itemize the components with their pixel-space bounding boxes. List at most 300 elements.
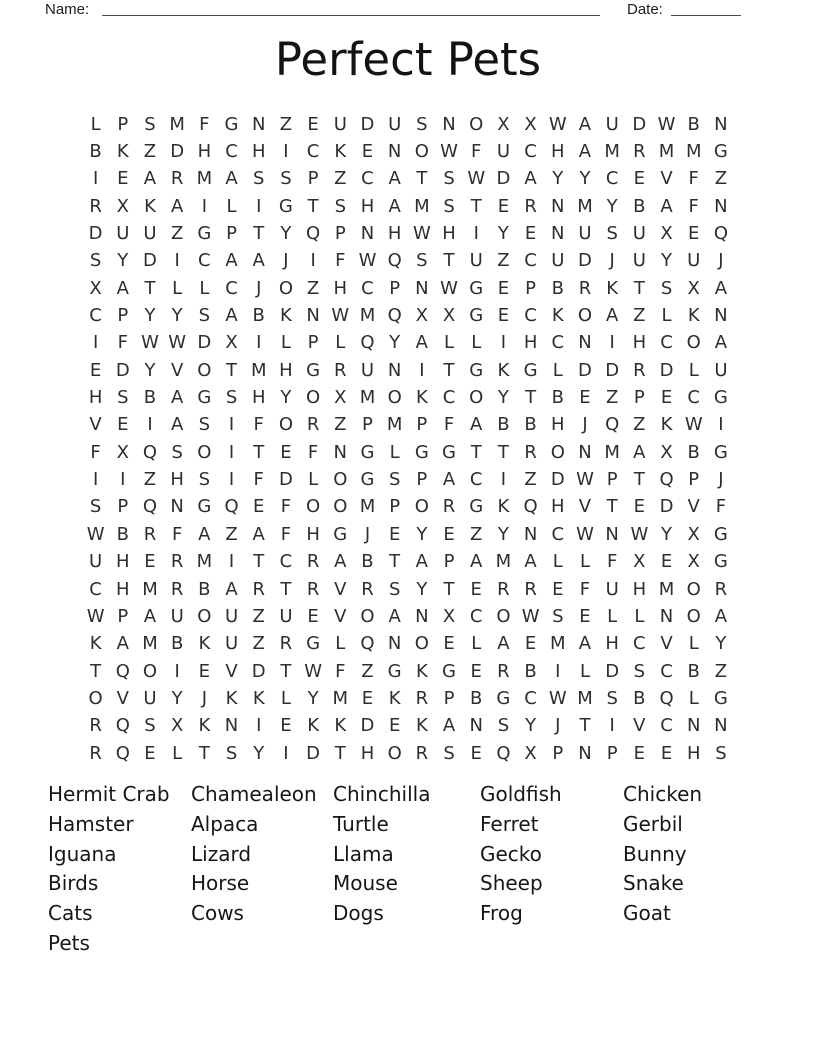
grid-letter: B — [633, 687, 646, 709]
grid-letter: L — [688, 687, 699, 709]
grid-letter: N — [523, 523, 538, 545]
grid-letter: H — [442, 223, 456, 245]
grid-letter: E — [497, 195, 510, 217]
grid-letter: N — [306, 305, 320, 327]
grid-letter: Y — [661, 523, 673, 545]
grid-letter: K — [198, 715, 211, 737]
grid-letter: N — [360, 223, 375, 245]
grid-letter: A — [442, 715, 456, 737]
grid-letter: Z — [334, 414, 347, 436]
grid-letter: N — [605, 523, 619, 545]
grid-letter: S — [606, 687, 618, 709]
grid-letter: Z — [633, 414, 646, 436]
grid-letter: E — [470, 578, 482, 600]
grid-letter: R — [633, 141, 646, 163]
grid-letter: J — [718, 469, 724, 491]
grid-letter: T — [280, 578, 292, 600]
grid-letter: R — [89, 195, 102, 217]
grid-letter: U — [89, 551, 103, 573]
grid-letter: E — [579, 387, 591, 409]
grid-letter: D — [578, 359, 592, 381]
grid-letter: R — [361, 578, 374, 600]
word-list-item: Pets — [48, 930, 90, 955]
name-label: Name: — [45, 1, 90, 18]
grid-letter: B — [524, 414, 537, 436]
grid-letter: W — [521, 605, 540, 627]
grid-letter: H — [632, 578, 647, 600]
grid-letter: V — [687, 496, 700, 518]
grid-letter: O — [469, 113, 484, 135]
grid-letter: H — [88, 387, 103, 409]
grid-letter: L — [308, 469, 319, 491]
grid-letter: I — [120, 469, 126, 491]
grid-letter: P — [688, 469, 700, 491]
grid-letter: H — [387, 223, 402, 245]
grid-letter: Y — [497, 223, 509, 245]
grid-letter: D — [605, 660, 620, 682]
grid-letter: R — [306, 578, 320, 600]
grid-letter: P — [117, 496, 129, 518]
grid-letter: T — [470, 195, 482, 217]
grid-letter: O — [387, 742, 402, 764]
grid-letter: A — [524, 168, 537, 190]
grid-letter: F — [307, 441, 319, 463]
grid-letter: O — [306, 496, 321, 518]
grid-letter: G — [713, 523, 728, 545]
grid-letter: N — [551, 195, 565, 217]
grid-letter: Y — [280, 223, 292, 245]
grid-letter: S — [198, 305, 211, 327]
grid-letter: T — [334, 742, 346, 764]
grid-letter: Z — [470, 523, 483, 545]
grid-letter: P — [117, 305, 129, 327]
grid-letter: A — [252, 250, 265, 272]
grid-letter: O — [333, 496, 348, 518]
grid-letter: A — [225, 250, 238, 272]
grid-letter: R — [714, 578, 728, 600]
grid-letter: N — [387, 633, 402, 655]
grid-letter: U — [469, 250, 483, 272]
grid-letter: D — [88, 223, 103, 245]
grid-letter: L — [634, 605, 645, 627]
grid-letter: D — [306, 742, 321, 764]
grid-letter: E — [443, 523, 455, 545]
grid-letter: N — [714, 113, 728, 135]
grid-letter: R — [306, 414, 320, 436]
grid-letter: H — [632, 332, 647, 354]
grid-letter: K — [252, 687, 265, 709]
grid-letter: K — [198, 633, 211, 655]
grid-letter: Z — [361, 660, 374, 682]
grid-letter: Y — [497, 523, 509, 545]
grid-letter: G — [278, 195, 293, 217]
word-list-item: Lizard — [191, 841, 252, 866]
grid-letter: Y — [497, 387, 509, 409]
grid-letter: S — [334, 195, 346, 217]
grid-letter: S — [606, 223, 618, 245]
grid-letter: O — [496, 605, 511, 627]
grid-letter: U — [714, 359, 728, 381]
grid-letter: M — [604, 441, 620, 463]
grid-letter: H — [333, 277, 348, 299]
grid-letter: F — [280, 496, 292, 518]
grid-letter: L — [172, 742, 183, 764]
grid-letter: R — [524, 578, 537, 600]
grid-letter: U — [605, 578, 619, 600]
grid-letter: E — [280, 441, 292, 463]
grid-letter: C — [198, 250, 211, 272]
grid-letter: A — [470, 414, 483, 436]
grid-letter: O — [387, 387, 402, 409]
grid-letter: O — [197, 605, 212, 627]
word-list-item: Hamster — [48, 811, 134, 836]
grid-letter: B — [687, 113, 700, 135]
grid-letter: I — [718, 414, 724, 436]
grid-letter: I — [283, 742, 289, 764]
grid-letter: E — [361, 141, 374, 163]
grid-letter: Q — [360, 332, 375, 354]
grid-letter: N — [415, 277, 429, 299]
grid-letter: I — [147, 414, 153, 436]
grid-letter: U — [605, 113, 619, 135]
grid-letter: B — [687, 660, 700, 682]
word-list-item: Dogs — [333, 901, 384, 926]
grid-letter: I — [174, 660, 180, 682]
grid-letter: O — [686, 332, 701, 354]
grid-letter: Z — [633, 305, 646, 327]
grid-letter: K — [415, 387, 428, 409]
grid-letter: G — [197, 387, 212, 409]
grid-letter: I — [92, 469, 99, 491]
grid-letter: Y — [307, 687, 319, 709]
grid-letter: G — [306, 359, 321, 381]
grid-letter: D — [360, 113, 375, 135]
grid-letter: T — [253, 223, 265, 245]
word-list-item: Snake — [623, 871, 684, 896]
grid-letter: T — [633, 277, 645, 299]
grid-letter: I — [228, 441, 235, 463]
grid-letter: G — [360, 441, 375, 463]
grid-letter: M — [495, 551, 512, 573]
grid-letter: K — [280, 305, 292, 327]
grid-letter: M — [359, 496, 376, 518]
grid-letter: P — [334, 223, 346, 245]
grid-letter: N — [333, 441, 348, 463]
grid-letter: Q — [659, 469, 674, 491]
grid-letter: D — [659, 496, 674, 518]
grid-letter: F — [253, 414, 264, 436]
grid-letter: E — [89, 359, 102, 381]
grid-letter: H — [551, 496, 565, 518]
grid-letter: S — [171, 441, 183, 463]
grid-letter: B — [143, 387, 157, 409]
grid-letter: U — [224, 633, 239, 655]
grid-letter: E — [117, 414, 129, 436]
grid-letter: H — [197, 141, 212, 163]
grid-letter: N — [551, 223, 565, 245]
grid-letter: Y — [144, 359, 156, 381]
grid-letter: C — [660, 660, 673, 682]
grid-letter: O — [88, 687, 103, 709]
grid-letter: S — [280, 168, 292, 190]
grid-letter: E — [660, 551, 673, 573]
grid-letter: Y — [525, 715, 537, 737]
grid-letter: X — [89, 277, 102, 299]
grid-letter: I — [228, 469, 235, 491]
grid-letter: G — [713, 387, 728, 409]
grid-letter: X — [633, 551, 646, 573]
grid-letter: Z — [170, 223, 184, 245]
grid-letter: S — [388, 469, 401, 491]
grid-letter: A — [524, 551, 537, 573]
grid-letter: I — [419, 359, 425, 381]
grid-letter: I — [256, 195, 262, 217]
grid-letter: S — [253, 168, 265, 190]
grid-letter: P — [416, 469, 428, 491]
grid-letter: P — [443, 687, 455, 709]
grid-letter: J — [364, 523, 371, 545]
grid-letter: L — [552, 551, 563, 573]
word-list-item: Birds — [48, 871, 99, 896]
grid-letter: T — [198, 742, 210, 764]
grid-letter: G — [197, 223, 212, 245]
grid-letter: E — [524, 633, 537, 655]
grid-letter: L — [688, 359, 699, 381]
grid-letter: F — [579, 578, 591, 600]
grid-letter: M — [196, 168, 213, 190]
grid-letter: T — [307, 195, 319, 217]
grid-letter: A — [170, 414, 184, 436]
grid-letter: A — [714, 605, 728, 627]
grid-letter: C — [225, 277, 238, 299]
grid-letter: T — [253, 441, 265, 463]
grid-letter: X — [524, 113, 537, 135]
grid-letter: O — [550, 441, 565, 463]
grid-letter: R — [578, 277, 592, 299]
grid-letter: R — [279, 633, 293, 655]
grid-letter: R — [170, 168, 184, 190]
grid-letter: O — [577, 305, 593, 327]
grid-letter: L — [552, 359, 563, 381]
grid-letter: J — [201, 687, 207, 709]
grid-letter: N — [387, 141, 402, 163]
grid-letter: N — [469, 715, 483, 737]
date-label: Date: — [627, 1, 663, 18]
grid-letter: U — [170, 605, 184, 627]
grid-letter: B — [116, 523, 129, 545]
grid-letter: G — [469, 277, 484, 299]
grid-letter: S — [388, 578, 401, 600]
grid-letter: F — [117, 332, 128, 354]
grid-letter: R — [170, 551, 184, 573]
grid-letter: P — [362, 414, 373, 436]
grid-letter: E — [552, 578, 564, 600]
word-list-item: Chinchilla — [333, 782, 431, 806]
grid-letter: N — [578, 441, 592, 463]
grid-letter: X — [442, 305, 456, 327]
grid-letter: U — [360, 359, 375, 381]
grid-letter: I — [473, 223, 479, 245]
grid-letter: E — [253, 496, 265, 518]
grid-letter: K — [116, 141, 129, 163]
grid-letter: I — [500, 332, 507, 354]
grid-letter: A — [334, 551, 347, 573]
grid-letter: M — [577, 195, 593, 217]
grid-letter: D — [115, 359, 130, 381]
grid-letter: U — [143, 687, 157, 709]
name-blank-line — [102, 15, 600, 16]
page-title: Perfect Pets — [274, 33, 542, 86]
grid-letter: G — [713, 141, 728, 163]
grid-letter: Q — [605, 414, 620, 436]
grid-letter: A — [225, 305, 238, 327]
grid-letter: P — [606, 742, 618, 764]
grid-letter: T — [253, 551, 265, 573]
grid-letter: A — [116, 633, 129, 655]
grid-letter: R — [415, 742, 429, 764]
grid-letter: S — [660, 277, 673, 299]
grid-letter: G — [197, 496, 212, 518]
grid-letter: H — [116, 551, 130, 573]
grid-letter: T — [525, 387, 537, 409]
grid-letter: S — [497, 715, 510, 737]
grid-letter: A — [660, 195, 673, 217]
grid-letter: O — [197, 441, 212, 463]
grid-letter: W — [331, 305, 350, 327]
grid-letter: Q — [115, 660, 130, 682]
grid-letter: G — [333, 523, 348, 545]
grid-letter: G — [224, 113, 239, 135]
grid-letter: L — [607, 605, 618, 627]
grid-letter: R — [497, 660, 510, 682]
grid-letter: N — [686, 715, 701, 737]
grid-letter: B — [633, 195, 646, 217]
grid-letter: V — [334, 605, 347, 627]
grid-letter: Z — [334, 168, 347, 190]
grid-letter: B — [198, 578, 211, 600]
grid-letter: Y — [144, 305, 156, 327]
grid-letter: Y — [171, 305, 183, 327]
grid-letter: Z — [497, 250, 510, 272]
grid-letter: S — [416, 113, 428, 135]
grid-letter: X — [116, 441, 129, 463]
word-search-grid — [82, 111, 735, 767]
grid-letter: R — [442, 496, 456, 518]
grid-letter: Q — [142, 441, 158, 463]
grid-letter: A — [143, 605, 157, 627]
grid-letter: O — [360, 605, 375, 627]
grid-letter: E — [688, 223, 700, 245]
grid-letter: F — [688, 168, 699, 190]
word-list-item: Chamealeon — [191, 782, 317, 806]
grid-letter: P — [416, 414, 428, 436]
grid-letter: I — [500, 469, 507, 491]
grid-letter: A — [225, 578, 238, 600]
grid-letter: B — [470, 687, 483, 709]
grid-letter: K — [225, 687, 238, 709]
grid-letter: E — [579, 605, 591, 627]
grid-letter: S — [117, 387, 129, 409]
grid-letter: K — [551, 305, 564, 327]
grid-letter: E — [198, 660, 211, 682]
grid-letter: T — [389, 551, 401, 573]
grid-letter: L — [335, 332, 346, 354]
word-list-column — [480, 780, 562, 929]
grid-letter: Q — [659, 687, 674, 709]
grid-letter: U — [279, 605, 293, 627]
grid-letter: S — [225, 742, 238, 764]
grid-letter: D — [251, 660, 266, 682]
grid-letter: W — [440, 277, 458, 299]
grid-letter: O — [414, 633, 429, 655]
grid-letter: U — [388, 113, 402, 135]
grid-letter: D — [170, 141, 185, 163]
grid-letter: P — [117, 113, 129, 135]
grid-letter: Z — [143, 141, 157, 163]
grid-letter: P — [117, 605, 129, 627]
grid-letter: N — [224, 715, 239, 737]
grid-letter: C — [469, 469, 483, 491]
grid-letter: M — [414, 195, 430, 217]
grid-letter: H — [116, 578, 130, 600]
grid-letter: W — [168, 332, 187, 354]
grid-letter: U — [632, 250, 646, 272]
grid-letter: T — [579, 715, 591, 737]
grid-letter: U — [224, 605, 239, 627]
grid-letter: K — [334, 715, 347, 737]
grid-letter: C — [524, 141, 537, 163]
grid-letter: D — [360, 715, 375, 737]
grid-letter: X — [170, 715, 184, 737]
grid-letter: Y — [606, 195, 618, 217]
grid-letter: K — [334, 141, 347, 163]
grid-letter: E — [307, 113, 319, 135]
grid-letter: L — [199, 277, 210, 299]
word-list-item: Mouse — [333, 871, 398, 896]
grid-letter: P — [525, 277, 537, 299]
grid-letter: Q — [360, 633, 375, 655]
grid-letter: C — [524, 305, 537, 327]
grid-letter: O — [278, 414, 293, 436]
grid-letter: M — [169, 113, 185, 135]
grid-letter: X — [116, 195, 129, 217]
grid-letter: M — [685, 141, 702, 163]
grid-letter: I — [92, 168, 99, 190]
grid-letter: I — [201, 195, 207, 217]
grid-letter: A — [225, 168, 238, 190]
grid-letter: T — [633, 469, 645, 491]
grid-letter: D — [496, 168, 511, 190]
grid-letter: H — [523, 332, 538, 354]
grid-letter: S — [633, 660, 646, 682]
date-blank-line — [671, 15, 741, 16]
grid-letter: Z — [605, 387, 619, 409]
grid-letter: C — [89, 305, 102, 327]
grid-letter: B — [361, 551, 374, 573]
grid-letter: G — [414, 441, 429, 463]
word-list-item: Frog — [480, 901, 523, 926]
grid-letter: L — [389, 441, 400, 463]
grid-letter: S — [443, 195, 455, 217]
grid-letter: X — [687, 551, 700, 573]
grid-letter: V — [660, 168, 673, 190]
grid-letter: W — [412, 223, 431, 245]
grid-letter: A — [388, 605, 401, 627]
grid-letter: G — [713, 551, 728, 573]
grid-letter: S — [225, 387, 238, 409]
grid-letter: Z — [225, 523, 238, 545]
grid-letter: F — [253, 469, 264, 491]
